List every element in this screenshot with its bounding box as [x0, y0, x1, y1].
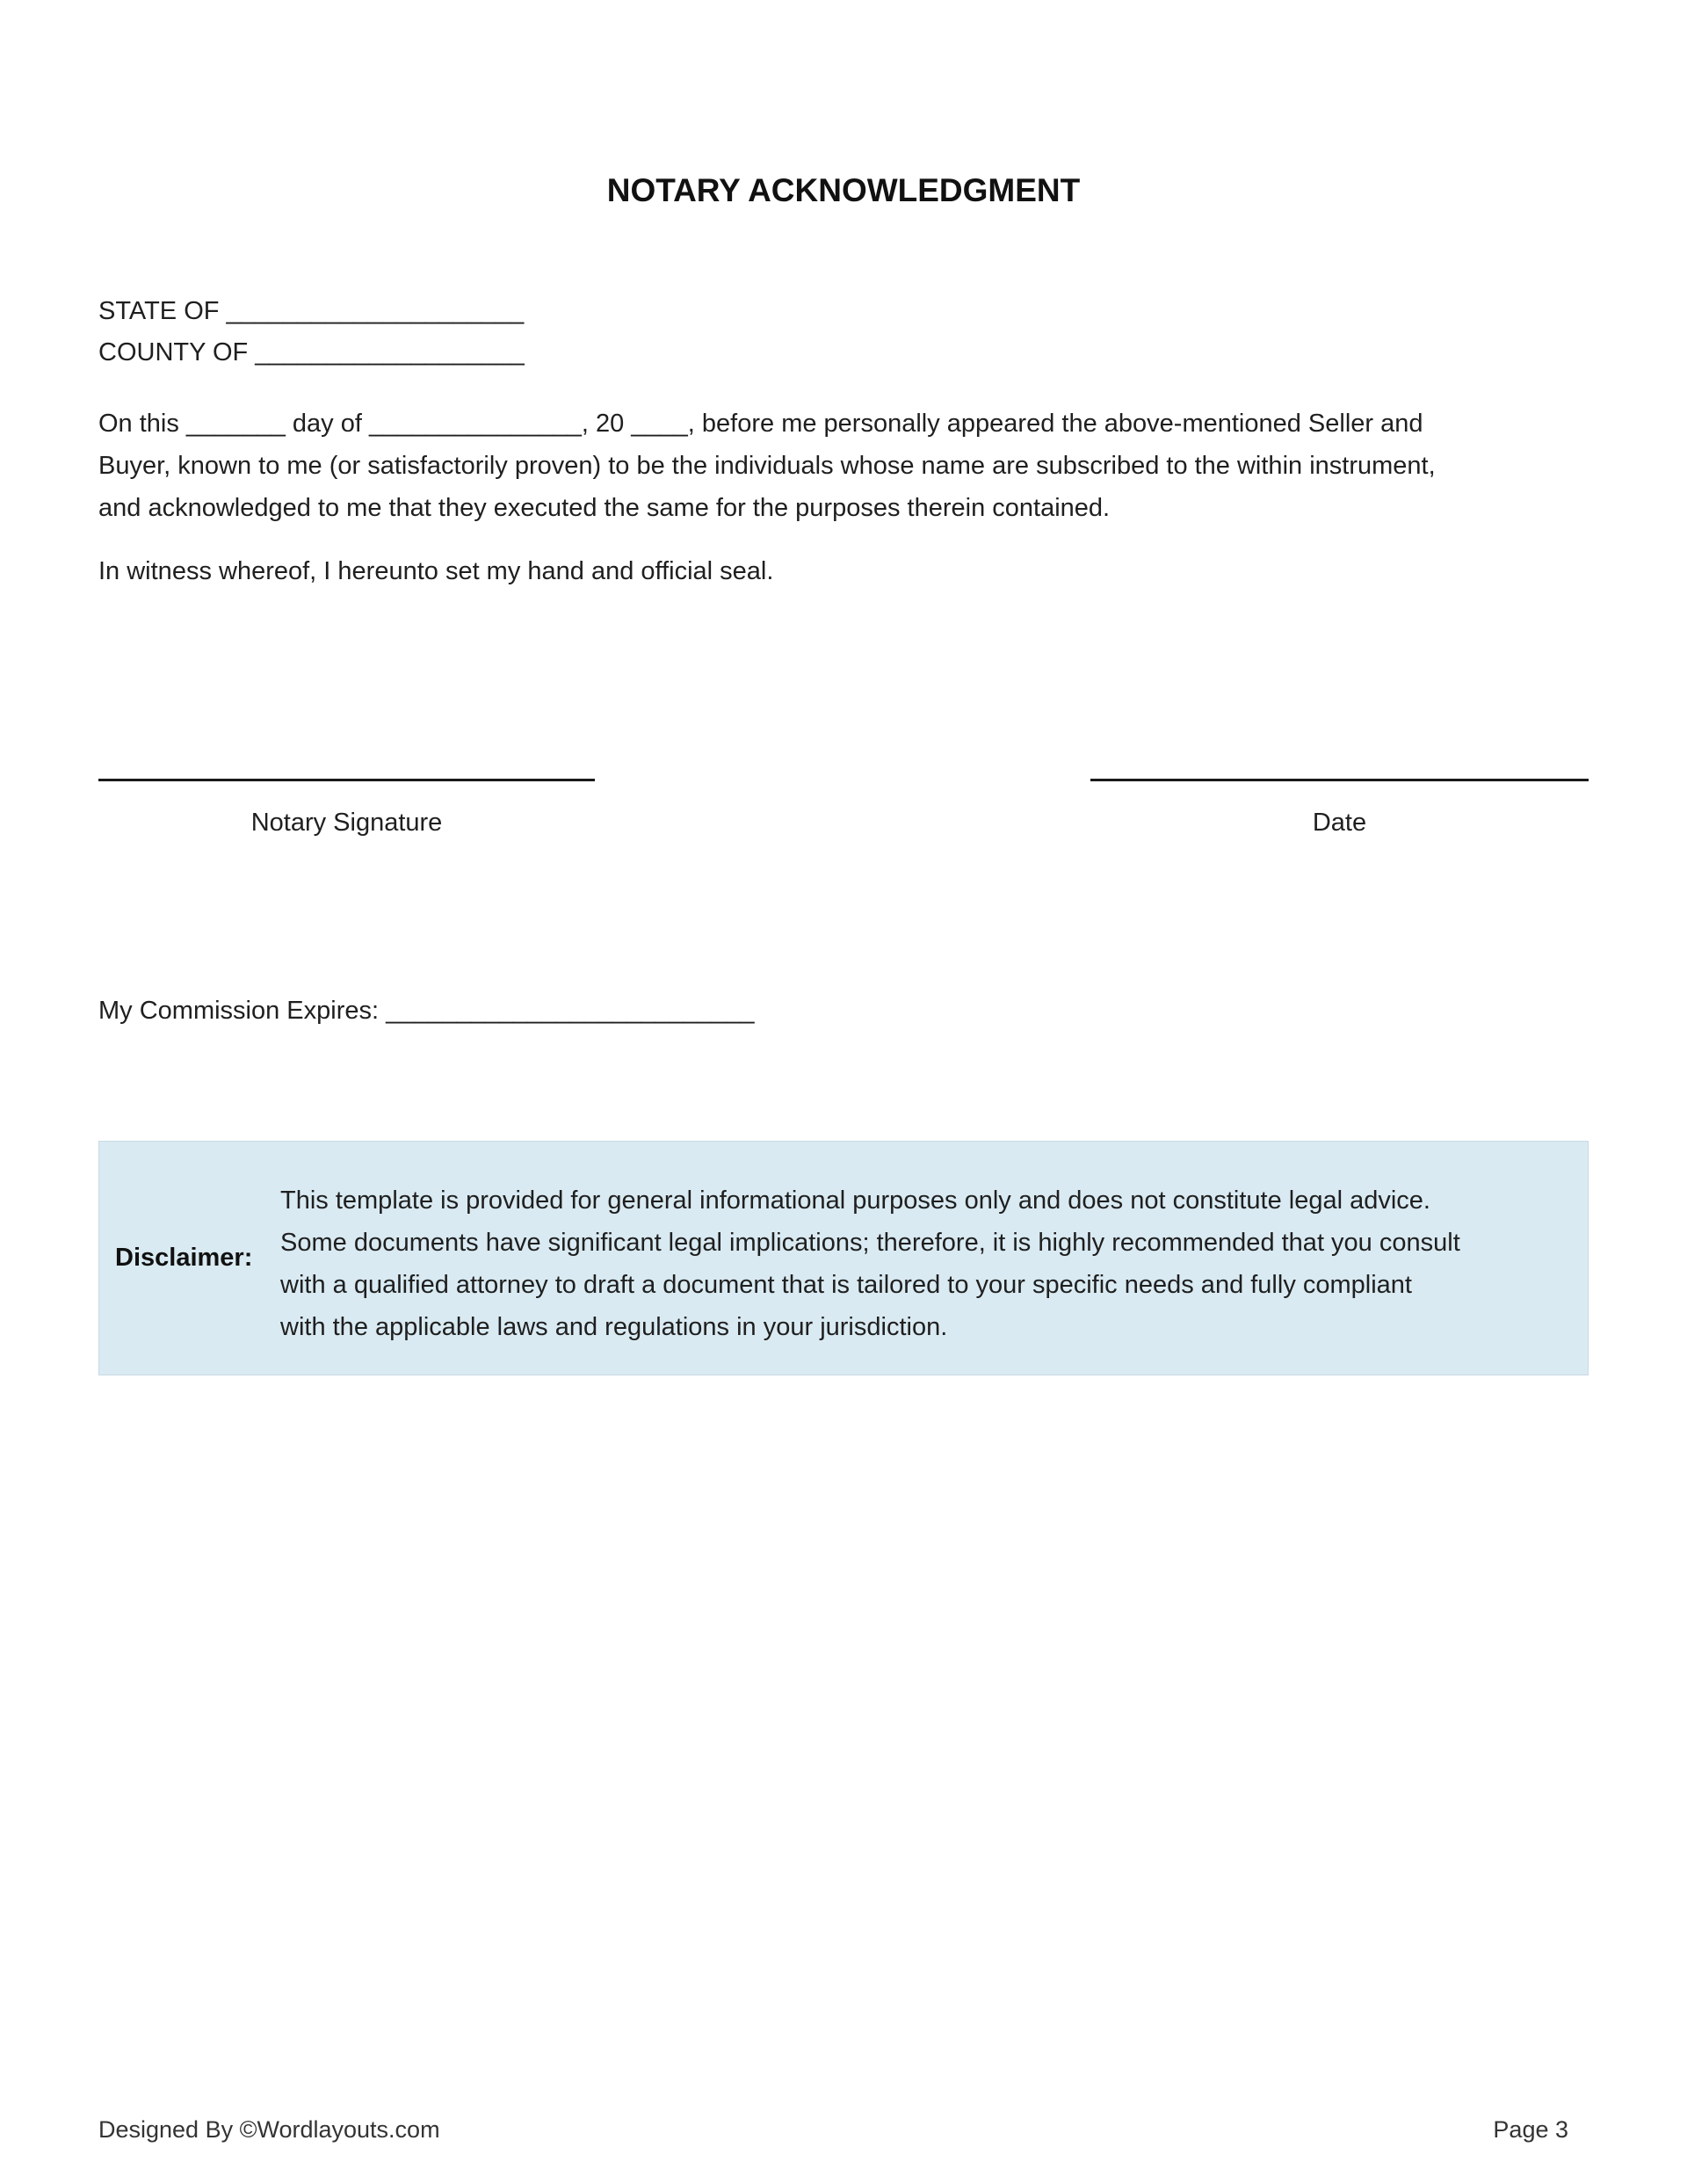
disclaimer-line-2: Some documents have significant legal implications; therefore, it is highly recommended that you consult — [280, 1229, 1460, 1257]
designed-by-credit: Designed By ©Wordlayouts.com — [98, 2116, 440, 2143]
page-number: Page 3 — [1493, 2116, 1568, 2143]
disclaimer-label: Disclaimer: — [115, 1244, 253, 1272]
date-rule — [1090, 779, 1589, 781]
state-of-line: STATE OF _____________________ — [98, 297, 525, 325]
disclaimer-line-3: with a qualified attorney to draft a document that is tailored to your specific needs and fully compliant — [280, 1271, 1412, 1299]
notary-signature-rule — [98, 779, 595, 781]
acknowledgment-line-1: On this _______ day of _______________, 20 ____, before me personally appeared the above-mentioned Seller and — [98, 410, 1423, 438]
disclaimer-line-1: This template is provided for general informational purposes only and does not constitute legal advice. — [280, 1186, 1430, 1215]
page-title: NOTARY ACKNOWLEDGMENT — [606, 172, 1081, 208]
county-of-line: COUNTY OF ___________________ — [98, 338, 525, 366]
notary-signature-label: Notary Signature — [250, 809, 443, 837]
commission-expires-line: My Commission Expires: __________________________ — [98, 997, 755, 1025]
disclaimer-text — [280, 1179, 1460, 1348]
acknowledgment-line-2: Buyer, known to me (or satisfactorily proven) to be the individuals whose name are subscribed to the within instrument, — [98, 452, 1436, 480]
date-label: Date — [1312, 809, 1367, 837]
page-footer — [98, 2116, 1568, 2144]
acknowledgment-line-3: and acknowledged to me that they executed the same for the purposes therein contained. — [98, 494, 1111, 522]
disclaimer-line-4: with the applicable laws and regulations in your jurisdiction. — [280, 1313, 948, 1341]
acknowledgment-paragraph — [98, 403, 1436, 529]
witness-line: In witness whereof, I hereunto set my hand and official seal. — [98, 557, 774, 585]
disclaimer-box — [98, 1141, 1589, 1375]
